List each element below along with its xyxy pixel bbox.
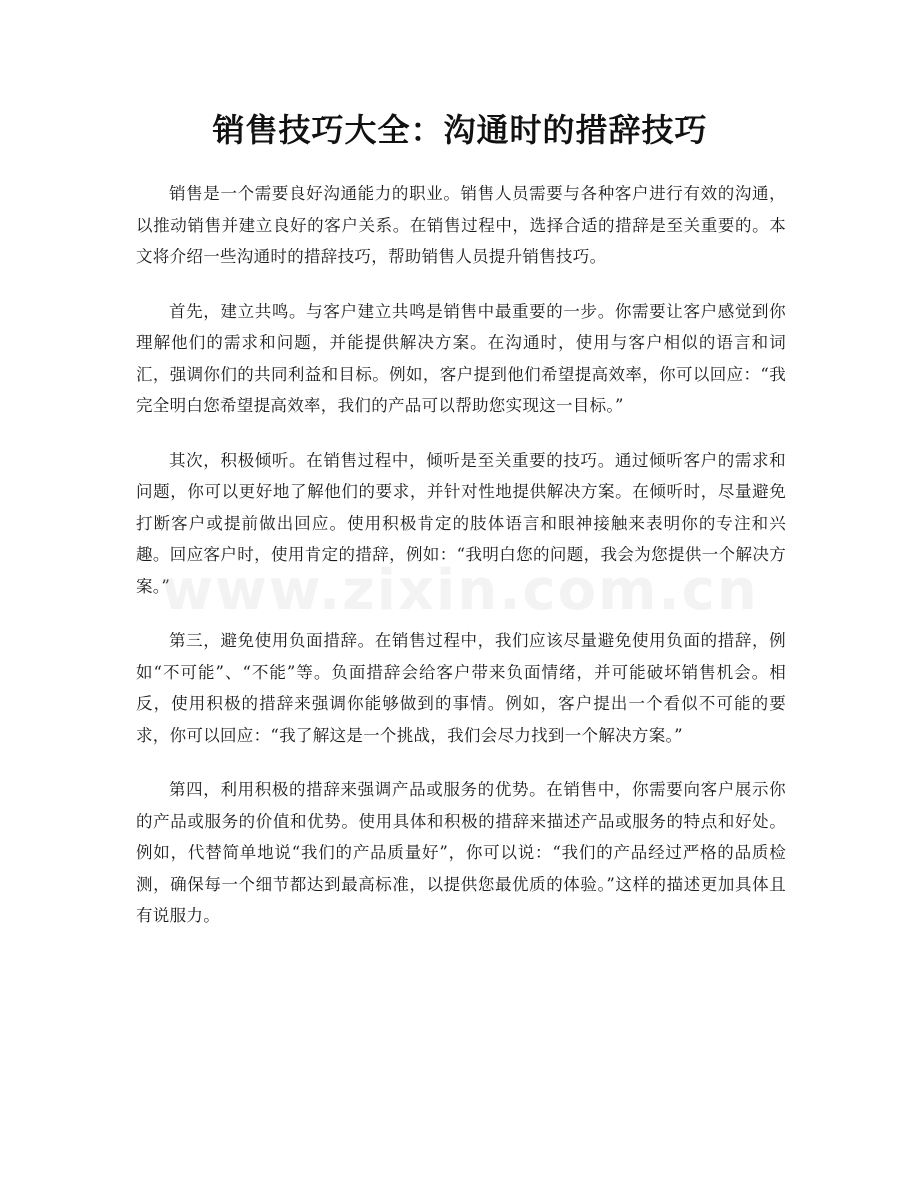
document-title: 销售技巧大全：沟通时的措辞技巧 [212, 111, 708, 149]
paragraph-intro: 销售是一个需要良好沟通能力的职业。销售人员需要与各种客户进行有效的沟通，以推动销售并建立良好的客户关系。在销售过程中，选择合适的措辞是至关重要的。本文将介绍一些沟通时的措辞技巧，帮助销售人员提升销售技巧。 [136, 184, 786, 266]
watermark: www.zixin.com.cn [161, 558, 759, 623]
paragraph-negative-wording: 第三，避免使用负面措辞。在销售过程中，我们应该尽量避免使用负面的措辞，例如“不可能”、“不能”等。负面措辞会给客户带来负面情绪，并可能破坏销售机会。相反，使用积极的措辞来强调你能够做到的事情。例如，客户提出一个看似不可能的要求，你可以回应：“我了解这是一个挑战，我们会尽力找到一个解决方案。” [136, 631, 786, 745]
paragraph-resonance: 首先，建立共鸣。与客户建立共鸣是销售中最重要的一步。你需要让客户感觉到你理解他们的需求和问题，并能提供解决方案。在沟通时，使用与客户相似的语言和词汇，强调你们的共同利益和目标。例如，客户提到他们希望提高效率，你可以回应：“我完全明白您希望提高效率，我们的产品可以帮助您实现这一目标。” [136, 301, 786, 415]
paragraph-product-advantages: 第四，利用积极的措辞来强调产品或服务的优势。在销售中，你需要向客户展示你的产品或服务的价值和优势。使用具体和积极的措辞来描述产品或服务的特点和好处。例如，代替简单地说“我们的产品质量好”，你可以说：“我们的产品经过严格的品质检测，确保每一个细节都达到最高标准，以提供您最优质的体验。”这样的描述更加具体且有说服力。 [136, 780, 786, 925]
paragraph-listening: 其次，积极倾听。在销售过程中，倾听是至关重要的技巧。通过倾听客户的需求和问题，你可以更好地了解他们的要求，并针对性地提供解决方案。在倾听时，尽量避免打断客户或提前做出回应。使用积极肯定的肢体语言和眼神接触来表明你的专注和兴趣。回应客户时，使用肯定的措辞，例如：“我明白您的问题，我会为您提供一个解决方案。” [136, 450, 786, 596]
document-body [136, 178, 786, 955]
